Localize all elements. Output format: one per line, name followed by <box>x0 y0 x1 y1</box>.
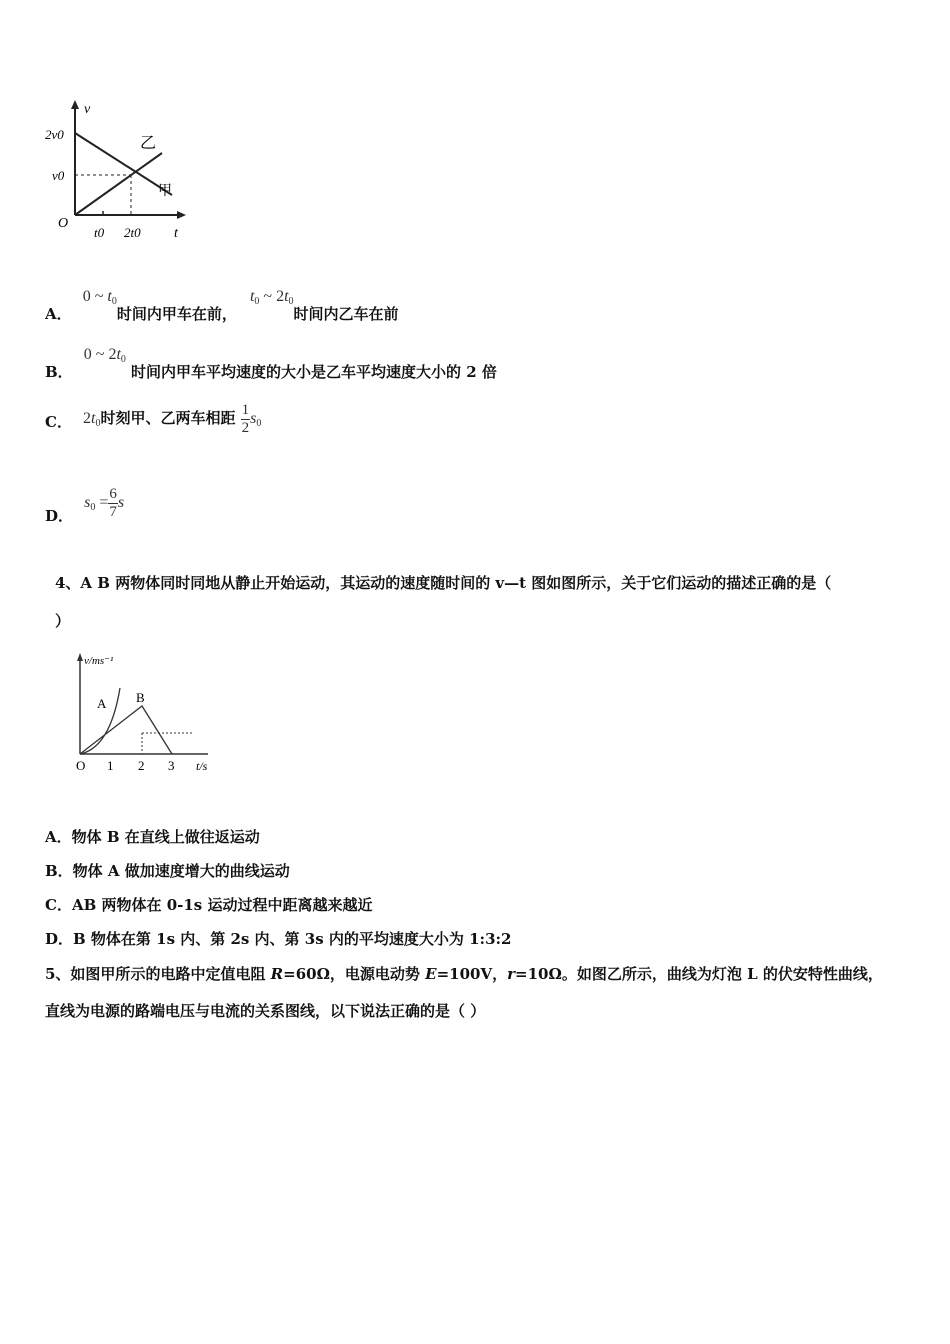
q3-option-b <box>45 346 497 382</box>
math-interval: 0 ~ $2t_0$ <box>83 346 126 365</box>
q5-stem-line-1: 5、如图甲所示的电路中定值电阻 R=60Ω，电源电动势 E=100V，r=10Ω。如图乙所示，曲线为灯泡 L 的伏安特性曲线， <box>45 965 883 983</box>
label-b: B <box>136 690 145 705</box>
option-c-text: 时刻甲、乙两车相距 <box>100 409 236 428</box>
y-axis-arrow <box>77 653 83 661</box>
q4-option-a: A．物体 B 在直线上做往返运动 <box>45 828 260 846</box>
line-yi <box>75 153 162 215</box>
tick-label-3: 3 <box>168 758 175 773</box>
label-v0: v0 <box>52 168 65 183</box>
q4-option-c: C．AB 两物体在 0-1s 运动过程中距离越来越近 <box>45 896 373 914</box>
label-yi: 乙 <box>140 135 157 152</box>
option-a-text-2: 时间内乙车在前 <box>293 305 399 323</box>
option-letter: D． <box>45 507 74 526</box>
y-axis-arrow <box>71 100 79 109</box>
math-interval-2: $t_0$ ~ $2t_0$ <box>249 288 294 307</box>
q3-option-a <box>45 288 399 324</box>
label-origin: O <box>76 758 86 773</box>
label-t-axis: t <box>174 226 178 241</box>
math-half-s0: $\frac{1}{2}$ $s_0$ <box>241 402 262 436</box>
option-b-text: 时间内甲车平均速度的大小是乙车平均速度大小的 2 倍 <box>130 363 497 381</box>
tick-label-1: 1 <box>107 758 114 773</box>
figure-vt-graph-a-b <box>70 648 230 778</box>
label-v-axis: v/ms⁻¹ <box>84 655 114 667</box>
option-a-text-1: 时间内甲车在前， <box>116 305 237 323</box>
label-2v0: 2v0 <box>45 127 64 142</box>
option-letter: C． <box>45 413 72 432</box>
q3-option-d <box>45 486 124 526</box>
q4-option-d: D．B 物体在第 1s 内、第 2s 内、第 3s 内的平均速度大小为 1:3:2 <box>45 930 512 948</box>
math-s0-equation: $s_0$ = $\frac{6}{7}$ s <box>84 486 125 520</box>
q4-option-b: B．物体 A 做加速度增大的曲线运动 <box>45 862 290 880</box>
x-axis-arrow <box>177 211 186 219</box>
q4-stem-line-2: ） <box>55 612 71 630</box>
label-t0: t0 <box>94 225 105 240</box>
label-a: A <box>97 696 107 711</box>
label-v-axis: v <box>84 102 91 117</box>
option-letter: A． <box>45 305 72 323</box>
figure-vt-graph-jia-yi <box>40 95 200 245</box>
label-origin: O <box>58 216 69 231</box>
tick-label-2: 2 <box>138 758 145 773</box>
q3-option-c <box>45 402 261 437</box>
label-jia: 甲 <box>158 184 172 199</box>
label-2t0: 2t0 <box>124 225 141 240</box>
label-t-axis: t/s <box>196 759 208 773</box>
q4-stem-line-1: 4、A B 两物体同时同地从静止开始运动，其运动的速度随时间的 v—t 图如图所示，关于它们运动的描述正确的是（ <box>55 574 832 592</box>
math-interval-1: 0 ~ $t_0$ <box>82 288 117 307</box>
math-time: $2t_0$ <box>83 410 101 430</box>
q5-stem-line-2: 直线为电源的路端电压与电流的关系图线，以下说法正确的是（ ） <box>45 1002 486 1020</box>
option-letter: B． <box>45 363 73 381</box>
